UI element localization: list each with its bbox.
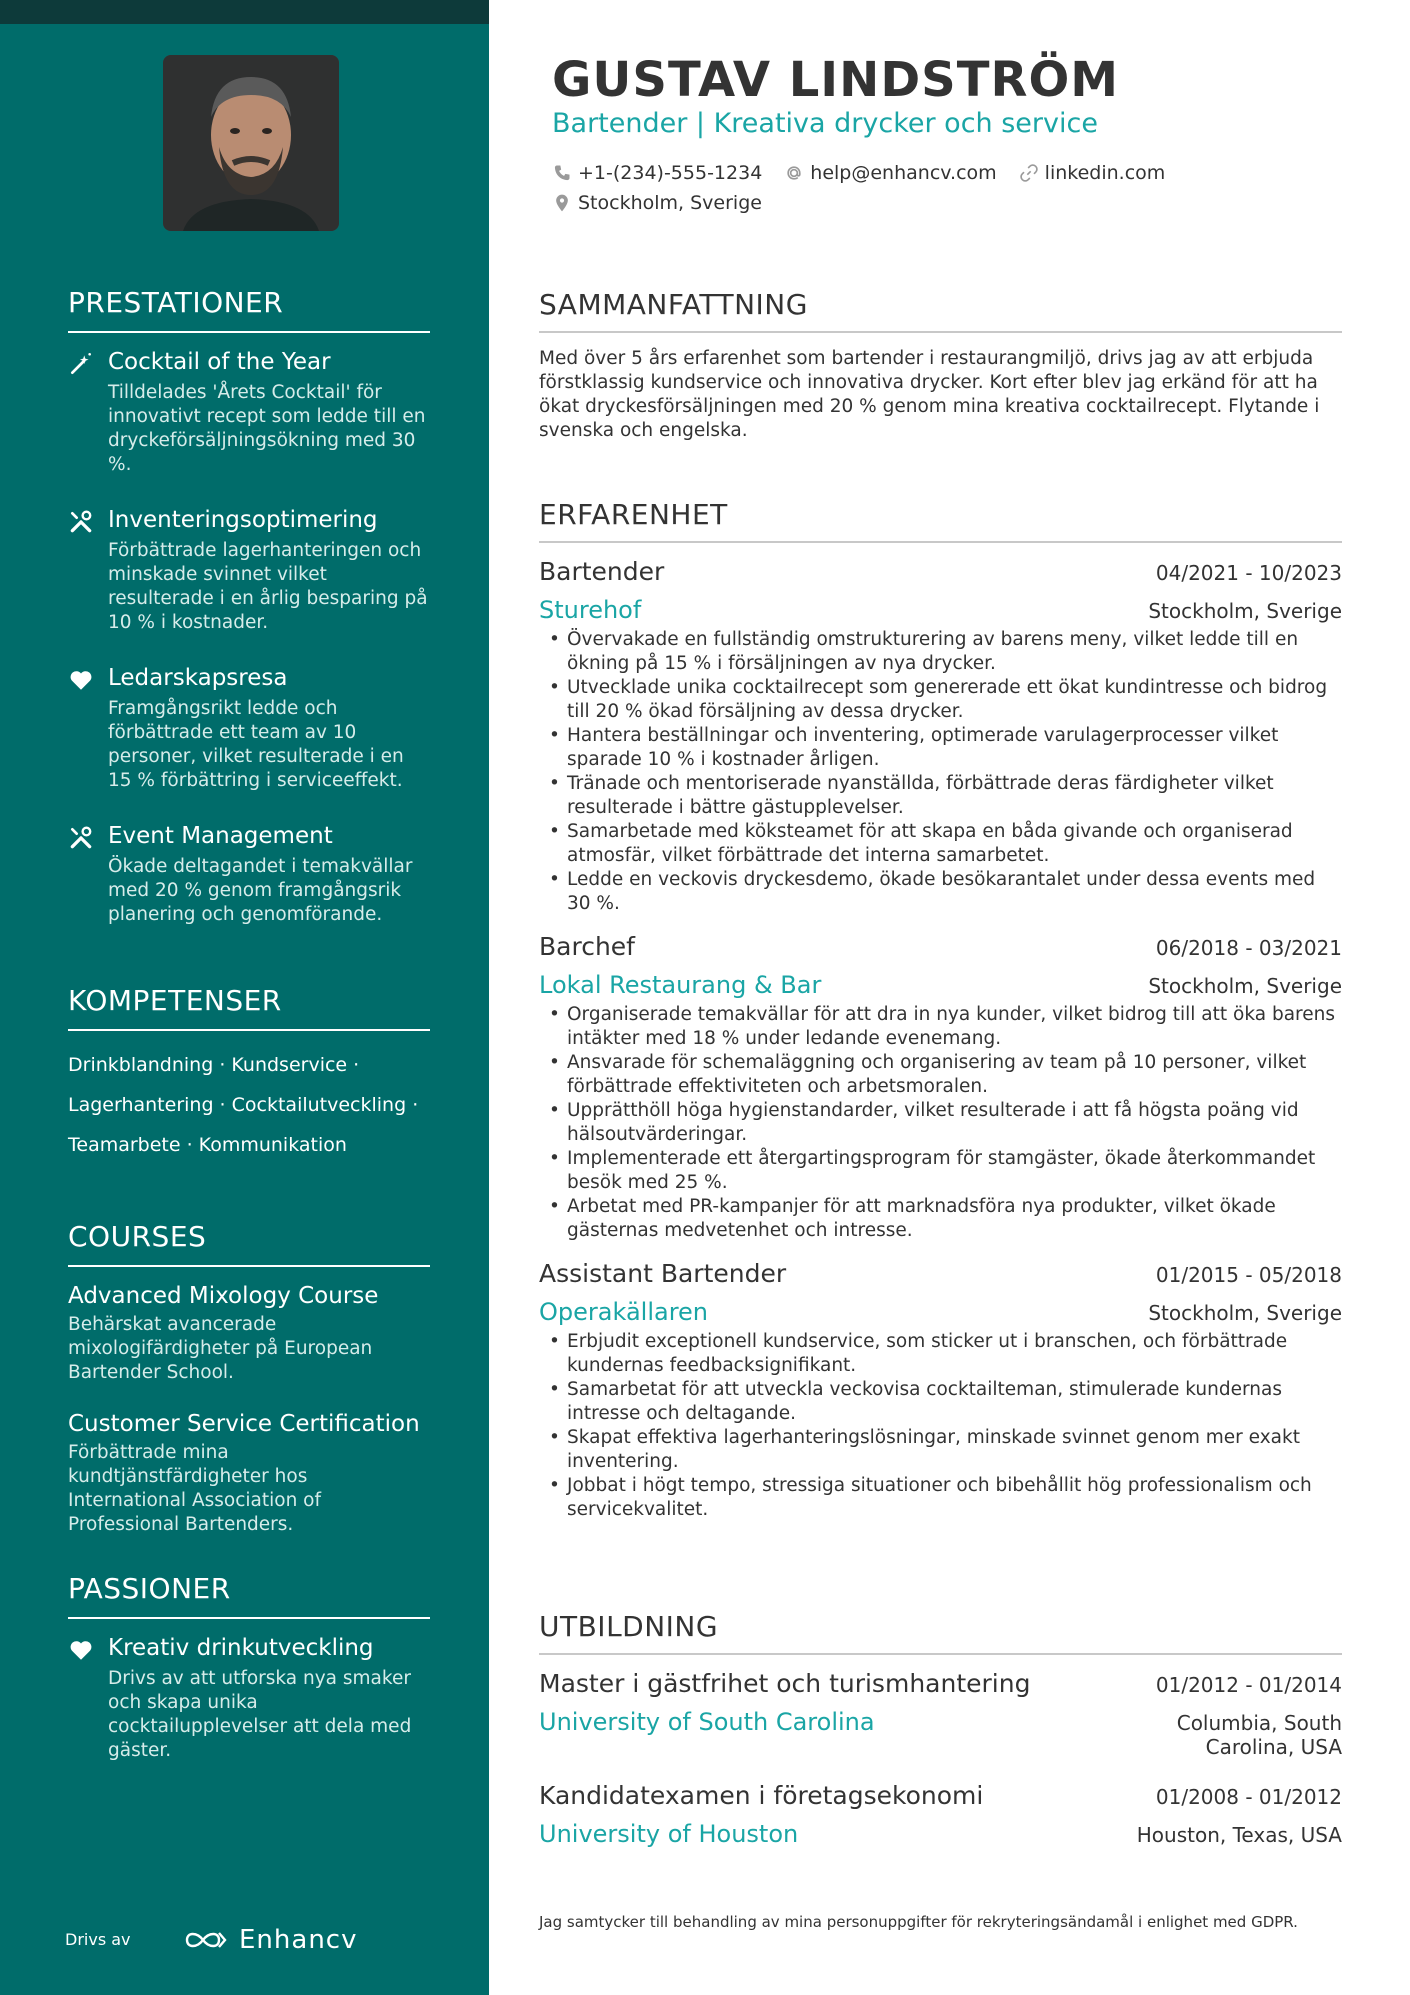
course-desc: Behärskat avancerade mixologifärdigheter på European Bartender School. xyxy=(68,1314,373,1383)
skills-section xyxy=(68,984,430,1165)
tools-icon xyxy=(68,825,94,851)
achievement-desc: Förbättrade lagerhanteringen och minskade svinnet vilket resulterade i en årlig besparing på 10 % i kostnader. xyxy=(108,540,428,633)
achievement-desc: Tilldelades 'Årets Cocktail' för innovativt recept som ledde till en dryckeförsäljningsökning med 30 %. xyxy=(108,382,426,475)
contact-row xyxy=(552,192,762,214)
summary-title: SAMMANFATTNING xyxy=(539,288,1342,333)
education-title: UTBILDNING xyxy=(539,1610,1342,1655)
bullet-item: • Ledde en veckovis dryckesdemo, ökade besökarantalet under dessa events med 30 %. xyxy=(539,868,1342,916)
achievement-item xyxy=(68,505,430,635)
job-entry xyxy=(539,557,1342,916)
magic-wand-icon xyxy=(68,351,94,377)
at-icon xyxy=(784,163,804,183)
courses-title: COURSES xyxy=(68,1220,430,1267)
job-location: Stockholm, Sverige xyxy=(1148,1301,1342,1325)
heart-icon xyxy=(68,667,94,693)
education-degree: Master i gästfrihet och turismhantering xyxy=(539,1669,1031,1698)
course-item xyxy=(68,1281,430,1385)
passions-section xyxy=(68,1572,430,1791)
job-role: Assistant Bartender xyxy=(539,1259,787,1288)
achievement-item xyxy=(68,663,430,793)
education-location xyxy=(1177,1711,1342,1759)
education-location-line: Houston, Texas, USA xyxy=(1136,1823,1342,1847)
achievement-title: Event Management xyxy=(108,823,333,849)
candidate-name: GUSTAV LINDSTRÖM xyxy=(552,52,1120,108)
contact-phone[interactable] xyxy=(552,162,762,184)
skills-line: Lagerhantering · Cocktailutveckling · xyxy=(68,1094,419,1116)
profile-photo xyxy=(163,55,339,231)
courses-section xyxy=(68,1220,430,1561)
education-location-line: Carolina, USA xyxy=(1205,1735,1342,1759)
bullet-item: • Erbjudit exceptionell kundservice, som sticker ut i branschen, och förbättrade kundernas feedbacksignifikant. xyxy=(539,1330,1342,1378)
achievements-section xyxy=(68,286,430,955)
achievement-item xyxy=(68,821,430,927)
passion-desc: Drivs av att utforska nya smaker och skapa unika cocktailupplevelser att dela med gäster. xyxy=(108,1668,412,1761)
summary-text: Med över 5 års erfarenhet som bartender i restaurangmiljö, drivs jag av att erbjuda förstklassig kundservice och innovativa drycker. Kort efter blev jag erkänd för att ha ökat dryckesförsäljningen med 20 % genom mina kreativa cocktailrecept. Flytande i svenska och engelska. xyxy=(539,348,1320,441)
bullet-item: • Övervakade en fullständig omstrukturering av barens meny, vilket ledde till en ökning på 15 % i försäljningen av nya drycker. xyxy=(539,628,1342,676)
education-school: University of South Carolina xyxy=(539,1708,875,1736)
course-desc: Förbättrade mina kundtjänstfärdigheter hos International Association of Professional Bartenders. xyxy=(68,1442,322,1535)
education-school: University of Houston xyxy=(539,1820,799,1848)
phone-text: +1-(234)-555-1234 xyxy=(578,162,763,184)
gdpr-consent: Jag samtycker till behandling av mina personuppgifter för rekryteringsändamål i enlighet med GDPR. xyxy=(539,1913,1298,1931)
bullet-item: • Tränade och mentoriserade nyanställda, förbättrade deras färdigheter vilket resulterade i bättre gästupplevelser. xyxy=(539,772,1342,820)
bullet-item: • Samarbetat för att utveckla veckovisa cocktailteman, stimulerade kundernas intresse och deltagande. xyxy=(539,1378,1342,1426)
phone-icon xyxy=(552,163,572,183)
passion-item xyxy=(68,1633,430,1763)
skills-title: KOMPETENSER xyxy=(68,984,430,1031)
contact-location xyxy=(552,192,762,214)
achievement-title: Inventeringsoptimering xyxy=(108,507,378,533)
contact-email[interactable] xyxy=(784,162,996,184)
bullet-item: • Jobbat i högt tempo, stressiga situationer och bibehållit hög professionalism och servicekvalitet. xyxy=(539,1474,1342,1522)
contact-row xyxy=(552,162,1165,184)
email-text: help@enhancv.com xyxy=(810,162,997,184)
passion-title: Kreativ drinkutveckling xyxy=(108,1635,374,1661)
job-company: Operakällaren xyxy=(539,1298,709,1326)
achievement-item xyxy=(68,347,430,477)
location-text: Stockholm, Sverige xyxy=(578,192,762,214)
skills-list xyxy=(68,1045,430,1165)
job-dates: 04/2021 - 10/2023 xyxy=(1155,561,1342,585)
course-item xyxy=(68,1409,430,1537)
link-icon xyxy=(1019,163,1039,183)
bullet-item: • Organiserade temakvällar för att dra in nya kunder, vilket bidrog till att öka barens intäkter med 18 % under ledande evenemang. xyxy=(539,1003,1342,1051)
course-title: Customer Service Certification xyxy=(68,1411,420,1437)
achievement-title: Ledarskapsresa xyxy=(108,665,288,691)
powered-by-label: Drivs av xyxy=(65,1930,131,1949)
job-role: Barchef xyxy=(539,932,635,961)
education-dates: 01/2012 - 01/2014 xyxy=(1155,1673,1342,1697)
bullet-item: • Upprätthöll höga hygienstandarder, vilket resulterade i att få högsta poäng vid hälsoutvärderingar. xyxy=(539,1099,1342,1147)
bullet-item: • Implementerade ett återgartingsprogram för stamgäster, ökade återkommandet besök med 25 %. xyxy=(539,1147,1342,1195)
job-entry xyxy=(539,932,1342,1243)
achievement-title: Cocktail of the Year xyxy=(108,349,331,375)
education-dates: 01/2008 - 01/2012 xyxy=(1155,1785,1342,1809)
heart-icon xyxy=(68,1637,94,1663)
enhancv-brand: Enhancv xyxy=(239,1925,358,1955)
achievement-desc: Framgångsrikt ledde och förbättrade ett team av 10 personer, vilket resulterade i en 15 % förbättring i serviceeffekt. xyxy=(108,698,404,791)
job-location: Stockholm, Sverige xyxy=(1148,974,1342,998)
bullet-item: • Skapat effektiva lagerhanteringslösningar, minskade svinnet genom mer exakt inventering. xyxy=(539,1426,1342,1474)
education-section xyxy=(539,1610,1342,1870)
job-bullets xyxy=(539,1003,1342,1243)
education-entry xyxy=(539,1669,1342,1759)
job-bullets xyxy=(539,1330,1342,1522)
infinity-logo-icon xyxy=(183,1927,229,1953)
skills-line: Teamarbete · Kommunikation xyxy=(68,1134,347,1156)
bullet-item: • Hantera beställningar och inventering, optimerade varulagerprocesser vilket sparade 10 % i kostnader årligen. xyxy=(539,724,1342,772)
bullet-item: • Utvecklade unika cocktailrecept som genererade ett ökat kundintresse och bidrog till 20 % ökad försäljning av dessa drycker. xyxy=(539,676,1342,724)
job-dates: 06/2018 - 03/2021 xyxy=(1155,936,1342,960)
location-pin-icon xyxy=(552,193,572,213)
job-role: Bartender xyxy=(539,557,665,586)
job-company: Sturehof xyxy=(539,596,642,624)
bullet-item: • Ansvarade för schemaläggning och organisering av team på 10 personer, vilket förbättrade effektiviteten och arbetsmoralen. xyxy=(539,1051,1342,1099)
contact-linkedin[interactable] xyxy=(1019,162,1166,184)
sidebar-top-bar xyxy=(0,0,489,24)
education-location xyxy=(1137,1823,1342,1847)
passions-title: PASSIONER xyxy=(68,1572,430,1619)
tools-icon xyxy=(68,509,94,535)
sidebar xyxy=(0,0,489,1995)
education-degree: Kandidatexamen i företagsekonomi xyxy=(539,1781,984,1810)
education-location-line: Columbia, South xyxy=(1176,1711,1342,1735)
bullet-item: • Samarbetade med köksteamet för att skapa en båda givande och organiserad atmosfär, vilket förbättrade det interna samarbetet. xyxy=(539,820,1342,868)
bullet-item: • Arbetat med PR-kampanjer för att marknadsföra nya produkter, vilket ökade gästernas medvetenhet och intresse. xyxy=(539,1195,1342,1243)
job-location: Stockholm, Sverige xyxy=(1148,599,1342,623)
achievement-desc: Ökade deltagandet i temakvällar med 20 % genom framgångsrik planering och genomförande. xyxy=(108,856,413,925)
enhancv-logo[interactable] xyxy=(183,1925,357,1955)
linkedin-text: linkedin.com xyxy=(1044,162,1166,184)
experience-section xyxy=(539,498,1342,1538)
course-title: Advanced Mixology Course xyxy=(68,1283,379,1309)
experience-title: ERFARENHET xyxy=(539,498,1342,543)
candidate-subtitle: Bartender | Kreativa drycker och service xyxy=(552,108,1098,139)
job-entry xyxy=(539,1259,1342,1522)
job-dates: 01/2015 - 05/2018 xyxy=(1155,1263,1342,1287)
education-entry xyxy=(539,1781,1342,1848)
achievements-title: PRESTATIONER xyxy=(68,286,430,333)
job-bullets xyxy=(539,628,1342,916)
job-company: Lokal Restaurang & Bar xyxy=(539,971,822,999)
skills-line: Drinkblandning · Kundservice · xyxy=(68,1054,360,1076)
summary-section xyxy=(539,288,1342,443)
